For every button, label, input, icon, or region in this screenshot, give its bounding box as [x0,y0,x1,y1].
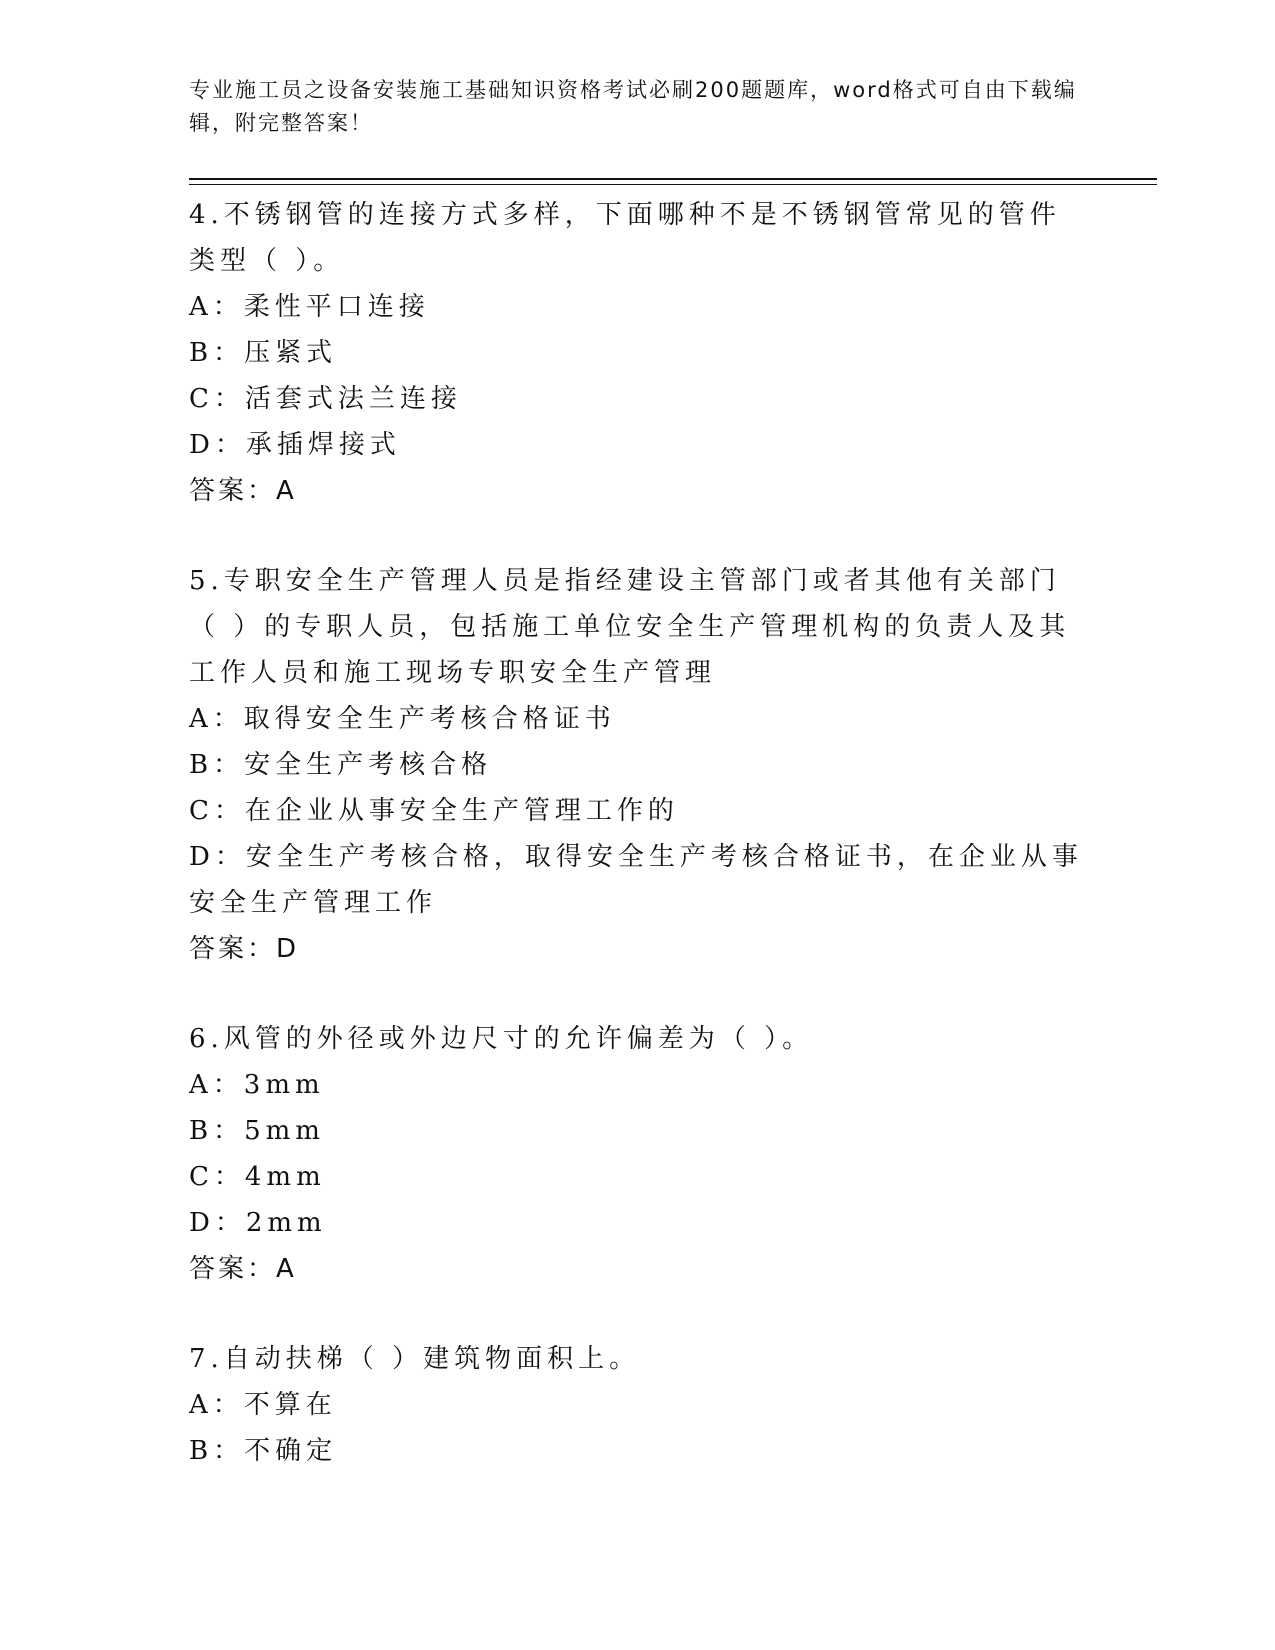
option-c: C：在企业从事安全生产管理工作的 [189,796,679,826]
option-a: A：3mm [189,1070,325,1100]
question-spacer [189,972,1089,1016]
question-4 [189,192,1089,514]
option-d: D：安全生产考核合格，取得安全生产考核合格证书，在企业从事安全生产管理工作 [189,842,1083,918]
question-spacer [189,1292,1089,1336]
option-a: A：不算在 [189,1390,337,1420]
answer-label: 答案： [189,476,277,506]
option-b: B：5mm [189,1116,325,1146]
answer-line [189,468,1089,514]
question-spacer [189,514,1089,558]
option-d: D：承插焊接式 [189,430,401,460]
option-d: D：2mm [189,1208,327,1238]
question-list [189,192,1089,1474]
answer-label: 答案： [189,934,277,964]
answer-value: D [276,934,298,964]
option-b: B：压紧式 [189,338,338,368]
document-header: 专业施工员之设备安装施工基础知识资格考试必刷200题题库，word格式可自由下载编辑，附完整答案！ [189,78,1077,135]
question-stem: 5.专职安全生产管理人员是指经建设主管部门或者其他有关部门（ ）的专职人员，包括施工单位安全生产管理机构的负责人及其工作人员和施工现场专职安全生产管理 [189,566,1071,688]
question-stem: 7.自动扶梯（ ）建筑物面积上。 [189,1344,641,1374]
option-c: C：活套式法兰连接 [189,384,462,414]
question-5 [189,558,1089,972]
answer-line [189,926,1089,972]
question-stem: 4.不锈钢管的连接方式多样，下面哪种不是不锈钢管常见的管件类型（ ）。 [189,200,1061,276]
question-stem: 6.风管的外径或外边尺寸的允许偏差为（ ）。 [189,1024,814,1054]
question-7 [189,1336,1089,1474]
header-divider-thin [189,184,1157,185]
option-a: A：柔性平口连接 [189,292,430,322]
header-divider-thick [189,178,1157,180]
answer-value: A [276,1254,295,1284]
answer-line [189,1246,1089,1292]
answer-value: A [276,476,295,506]
option-a: A：取得安全生产考核合格证书 [189,704,616,734]
answer-label: 答案： [189,1254,277,1284]
question-6 [189,1016,1089,1292]
option-b: B：安全生产考核合格 [189,750,493,780]
option-b: B：不确定 [189,1436,338,1466]
option-c: C：4mm [189,1162,326,1192]
